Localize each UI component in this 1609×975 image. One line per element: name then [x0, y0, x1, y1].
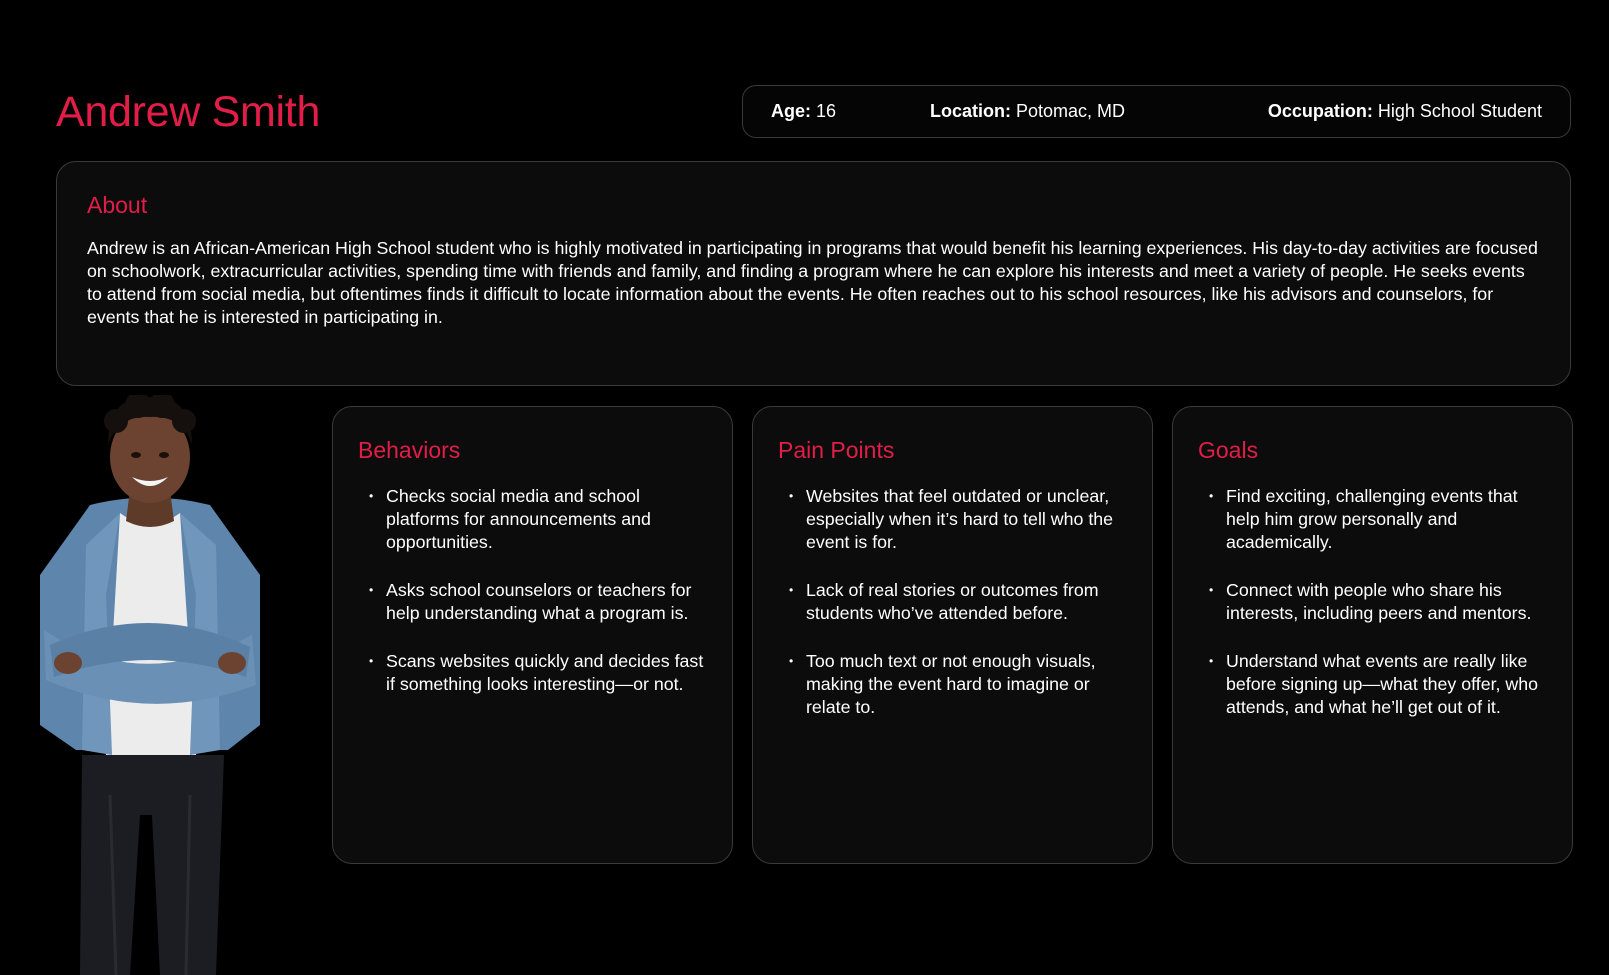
persona-info-bar	[742, 85, 1571, 138]
list-item	[780, 485, 1127, 554]
list-item-text: Too much text or not enough visuals, making the event hard to imagine or relate to.	[806, 651, 1096, 717]
list-item	[360, 485, 707, 554]
occupation-label: Occupation:	[1267, 101, 1373, 121]
goals-list	[1198, 485, 1547, 719]
list-item-text: Understand what events are really like before signing up—what they offer, who attends, and what he’ll get out of it.	[1226, 651, 1539, 717]
list-item-text: Connect with people who share his interests, including peers and mentors.	[1226, 580, 1532, 623]
list-item	[780, 579, 1127, 625]
list-item	[360, 650, 707, 696]
location-info	[930, 86, 1125, 137]
occupation-info	[1268, 86, 1542, 137]
age-value: 16	[816, 101, 837, 121]
pain-points-list	[778, 485, 1127, 719]
list-item-text: Lack of real stories or outcomes from students who’ve attended before.	[806, 580, 1099, 623]
behaviors-list	[358, 485, 707, 696]
bullet-icon: •	[369, 489, 374, 503]
bullet-icon: •	[1209, 489, 1214, 503]
list-item	[780, 650, 1127, 719]
list-item	[1200, 579, 1547, 625]
list-item	[360, 579, 707, 625]
list-item-text: Asks school counselors or teachers for help understanding what a program is.	[386, 580, 692, 623]
pain-points-card	[752, 406, 1153, 864]
behaviors-title: Behaviors	[358, 437, 461, 463]
age-label: Age:	[771, 101, 811, 121]
bullet-icon: •	[369, 583, 374, 597]
about-text: Andrew is an African-American High School student who is highly motivated in participating in programs that would benefit his learning experiences. His day-to-day activities are focused on schoolwork, extracurricular activities, spending time with friends and family, and finding a program where he can explore his interests and meet a variety of people. He seeks events to attend from social media, but oftentimes finds it difficult to locate information about the events. He often reaches out to his school resources, like his advisors and counselors, for events that he is interested in participating in.	[87, 238, 1538, 327]
list-item-text: Find exciting, challenging events that help him grow personally and academically.	[1226, 486, 1518, 552]
list-item	[1200, 485, 1547, 554]
pain-points-title: Pain Points	[778, 437, 895, 463]
occupation-value: High School Student	[1377, 101, 1542, 121]
bullet-icon: •	[789, 489, 794, 503]
persona-photo	[20, 395, 280, 975]
persona-name: Andrew Smith	[56, 88, 321, 136]
about-title: About	[87, 192, 148, 218]
bullet-icon: •	[789, 583, 794, 597]
list-item-text: Checks social media and school platforms for announcements and opportunities.	[386, 486, 651, 552]
list-item-text: Scans websites quickly and decides fast if something looks interesting—or not.	[386, 651, 704, 694]
bullet-icon: •	[789, 654, 794, 668]
bullet-icon: •	[369, 654, 374, 668]
bullet-icon: •	[1209, 654, 1214, 668]
about-card	[56, 161, 1571, 386]
goals-card	[1172, 406, 1573, 864]
age-info	[771, 86, 836, 137]
location-label: Location:	[930, 101, 1011, 121]
list-item-text: Websites that feel outdated or unclear, especially when it’s hard to tell who the event is for.	[806, 486, 1114, 552]
bullet-icon: •	[1209, 583, 1214, 597]
goals-title: Goals	[1198, 437, 1259, 463]
behaviors-card	[332, 406, 733, 864]
list-item	[1200, 650, 1547, 719]
location-value: Potomac, MD	[1016, 101, 1126, 121]
